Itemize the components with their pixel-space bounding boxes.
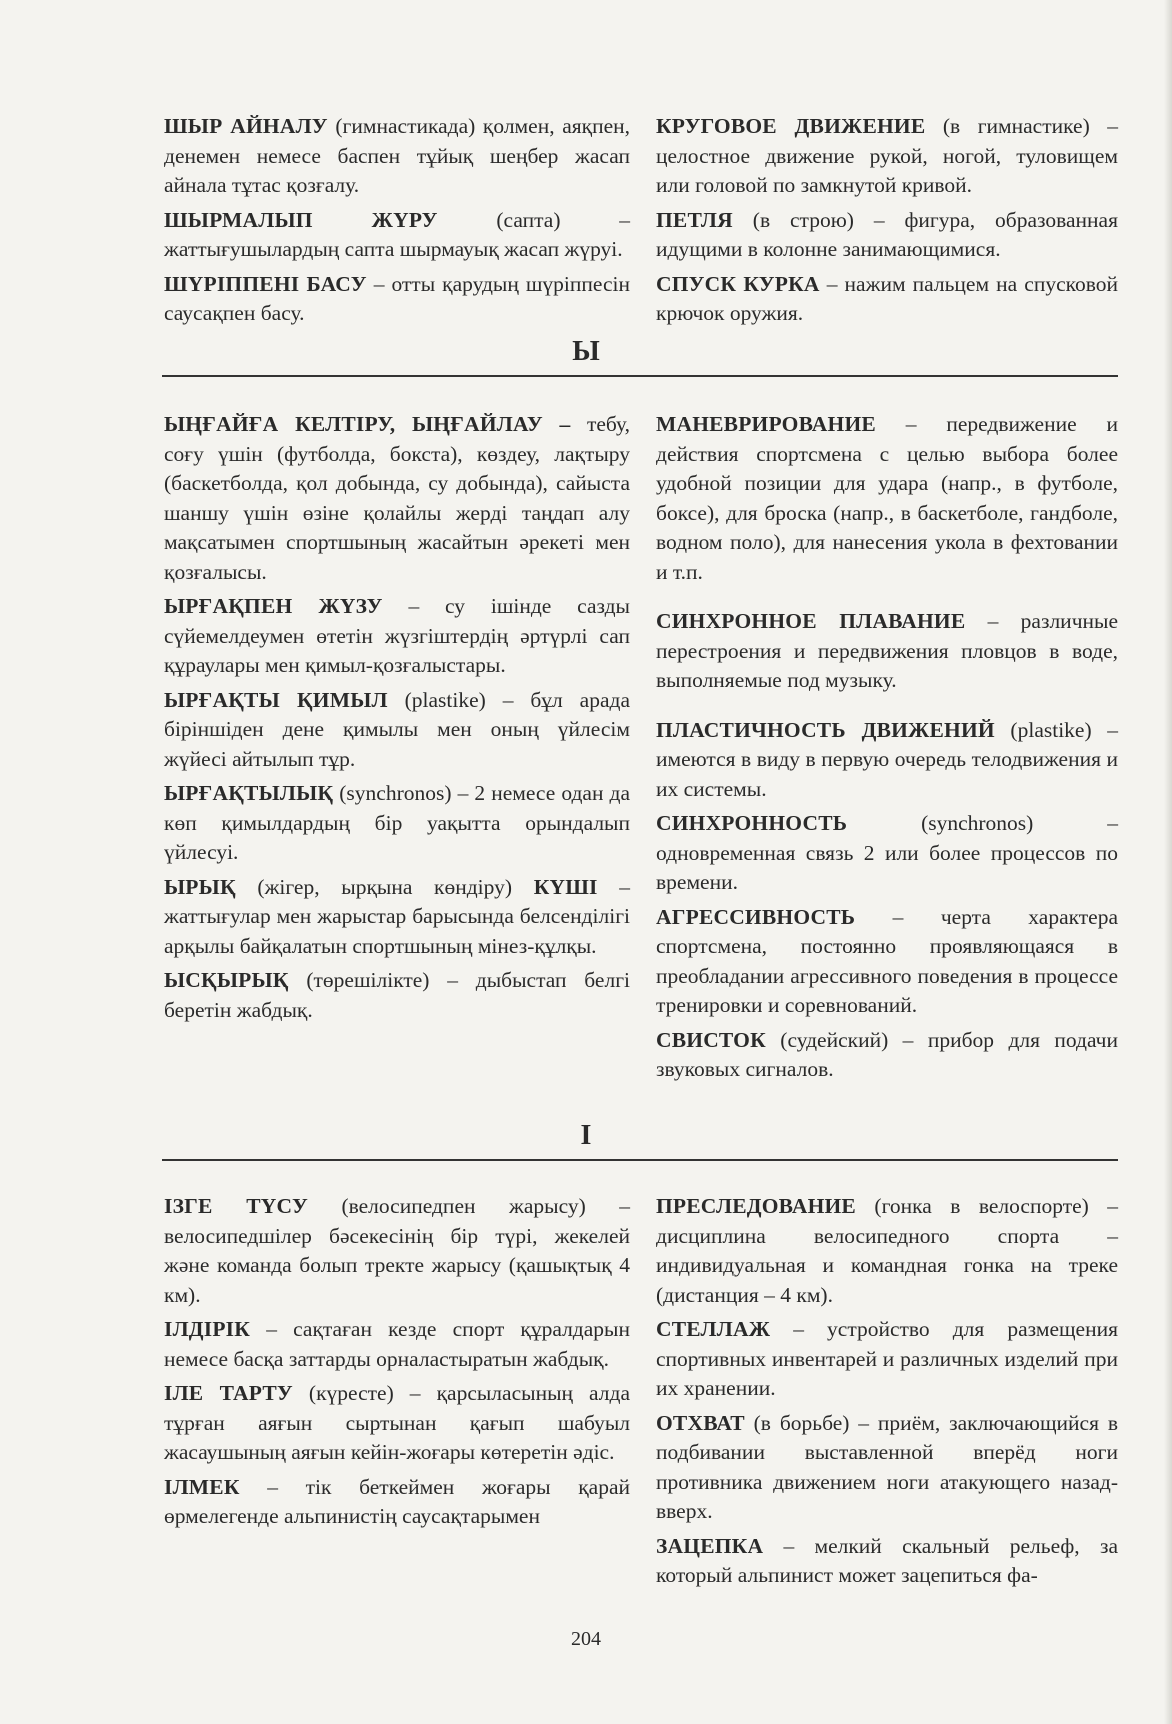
entry-definition: (судейский) – прибор для подачи звуковых сигналов. [656,1027,1118,1081]
column-right-section-3 [656,1192,1118,1596]
entry-definition: (synchronos) – одновременная связь 2 или более процессов по времени. [656,811,1118,894]
column-left-section-2 [164,410,630,1030]
entry-definition: (в борьбе) – приём, заключающийся в подбивании выставленной вперёд ноги противника движением ноги атакующего назад-вверх. [656,1410,1118,1523]
entry-definition: (гонка в велоспорте) – дисциплина велосипедного спорта – индивидуальная и командная гонка на треке (дистанция – 4 км). [656,1194,1118,1307]
entry-definition: тебу, соғу үшін (футболда, бокста), көздеу, лақтыру (баскетболда, қол добында, су добында), сайыста шаншу үшін өзіне қолайлы жерді таңдап алу мақсатымен спортшының жасайтын әрекеті мен қозғалысы. [164,412,630,584]
dictionary-entry [164,779,630,868]
entry-term: СИНХРОННОЕ ПЛАВАНИЕ [656,609,966,633]
dictionary-entry [656,112,1118,201]
column-left-section-3 [164,1192,630,1537]
page-edge-shadow [1164,0,1172,1724]
entry-term: СПУСК КУРКА [656,271,820,296]
entry-definition: (велосипедпен жарысу) – велосипедшілер бәсекесінің бір түрі, жекелей және команда болып тректе жарысу (қашықтық 4 км). [164,1194,630,1307]
entry-term: ІЗГЕ ТҮСУ [164,1194,308,1218]
entry-definition: – отты қарудың шүріппесін саусақпен басу. [164,271,630,325]
entry-term: ШЫР АЙНАЛУ [164,114,328,138]
section-divider [162,375,1118,377]
entry-term: ЗАЦЕПКА [656,1533,764,1558]
dictionary-entry [164,1315,630,1374]
entry-term: ІЛМЕК [164,1474,240,1499]
section-letter-header: Ы [572,336,600,367]
entry-term: ШЫРМАЛЫП ЖҮРУ [164,207,438,232]
entry-term: СИНХРОННОСТЬ [656,811,848,835]
dictionary-entry [656,1532,1118,1591]
entry-definition: (күресте) – қарсыласының алда тұрған аяғын сыртынан қағып шабуыл жасаушының аяғын кейін-жоғары көтеретін әдіс. [164,1381,631,1464]
entry-definition: (жігер, ырқына көндіру) [235,874,534,899]
entry-definition: – черта характера спортсмена, постоянно проявляющаяся в преобладании агрессивного поведения в процессе тренировки и соревнований. [656,904,1118,1017]
entry-definition: – нажим пальцем на спусковой крючок оружия. [656,271,1118,325]
entry-term-secondary: КҮШІ [533,874,598,899]
entry-definition: (synchronos) – 2 немесе одан да көп қимылдардың бір уақытта орындалып үйлесуі. [164,781,630,864]
entry-term: ІЛДІРІК [164,1317,251,1341]
dictionary-entry [164,206,630,265]
section-letter-header: І [580,1120,592,1151]
entry-term: СВИСТОК [656,1027,766,1052]
entry-definition-secondary: – жаттығулар мен жарыстар барысында белсенділігі арқылы байқалатын спортшының мінез-құлқы. [164,874,630,958]
entry-definition: (в гимнастике) – целостное движение рукой, ногой, туловищем или головой по замкнутой кривой. [656,114,1118,197]
entry-term: МАНЕВРИРОВАНИЕ [656,412,876,436]
entry-definition: (сапта) – жаттығушылардың сапта шырмауық жасап жүруі. [164,207,630,261]
dictionary-entry [656,410,1118,587]
entry-term: АГРЕССИВНОСТЬ [656,904,856,929]
entry-definition: – устройство для размещения спортивных инвентарей и различных изделий при их хранении. [656,1317,1118,1400]
entry-term: ШҮРІППЕНІ БАСУ [164,271,367,296]
entry-definition: (гимнастикада) қолмен, аяқпен, денемен немесе баспен тұйық шеңбер жасап айнала тұтас қозғалу. [164,114,630,197]
page-number: 204 [571,1628,601,1650]
dictionary-entry [164,966,630,1025]
dictionary-entry [656,809,1118,898]
dictionary-entry [164,410,630,587]
entry-term: ПЛАСТИЧНОСТЬ ДВИЖЕНИЙ [656,717,995,742]
entry-definition: – различные перестроения и передвижения пловцов в воде, выполняемые под музыку. [656,609,1118,692]
entry-term: ЫРҒАҚТЫ ҚИМЫЛ [164,687,388,712]
entry-definition: – су ішінде сазды сүйемелдеумен өтетін жүзгіштердің әртүрлі сап құраулары мен қимыл-қозғалыстары. [164,594,630,677]
dictionary-entry [656,1026,1118,1085]
dictionary-entry [164,112,630,201]
entry-definition: – передвижение и действия спортсмена с целью выбора более удобной позиции для удара (напр., в футболе, боксе), для броска (напр., в баскетболе, гандболе, водном поло), для нанесения укола в фехтовании и т.п. [656,412,1118,584]
entry-term: ПРЕСЛЕДОВАНИЕ [656,1194,856,1218]
dictionary-entry [164,592,630,681]
entry-term: ЫРЫҚ [164,874,236,899]
entry-term: КРУГОВОЕ ДВИЖЕНИЕ [656,114,926,138]
dictionary-entry [656,1192,1118,1310]
section-divider [162,1159,1118,1161]
dictionary-entry [164,270,630,329]
dictionary-entry [164,873,630,962]
entry-term: ПЕТЛЯ [656,207,733,232]
dictionary-entry [164,1192,630,1310]
dictionary-entry [656,716,1118,805]
entry-term: ЫРҒАҚТЫЛЫҚ [164,781,334,805]
dictionary-entry [164,1379,630,1468]
entry-definition: (в строю) – фигура, образованная идущими в колонне занимающимися. [656,207,1118,261]
dictionary-entry [656,903,1118,1021]
entry-term: СТЕЛЛАЖ [656,1317,771,1341]
entry-term: ЫҢҒАЙҒА КЕЛТІРУ, ЫҢҒАЙЛАУ – [164,412,571,436]
dictionary-entry [164,686,630,775]
entry-term: ЫРҒАҚПЕН ЖҮЗУ [164,594,383,618]
entry-term: ЫСҚЫРЫҚ [164,968,289,992]
dictionary-entry [656,270,1118,329]
column-right-section-1 [656,112,1118,334]
dictionary-entry [656,1315,1118,1404]
entry-definition: (plastike) – имеются в виду в первую очередь телодвижения и их системы. [656,717,1118,801]
dictionary-entry [656,607,1118,696]
dictionary-entry [656,206,1118,265]
entry-term: ІЛЕ ТАРТУ [164,1381,293,1405]
column-left-section-1 [164,112,630,334]
dictionary-entry [656,1409,1118,1527]
entry-term: ОТХВАТ [656,1410,745,1435]
entry-definition: – мелкий скальный рельеф, за который альпинист может зацепиться фа- [656,1533,1118,1587]
column-right-section-2 [656,410,1118,1090]
entry-definition: – тік беткеймен жоғары қарай өрмелегенде альпинистің саусақтарымен [164,1474,630,1528]
entry-definition: – сақтаған кезде спорт құралдарын немесе басқа заттарды орналастыратын жабдық. [164,1317,630,1371]
dictionary-entry [164,1473,630,1532]
entry-definition: (plastike) – бұл арада біріншіден дене қимылы мен оның үйлесім жүйесі айтылып тұр. [164,687,630,771]
entry-definition: (төрешілікте) – дыбыстап белгі беретін жабдық. [164,968,630,1022]
